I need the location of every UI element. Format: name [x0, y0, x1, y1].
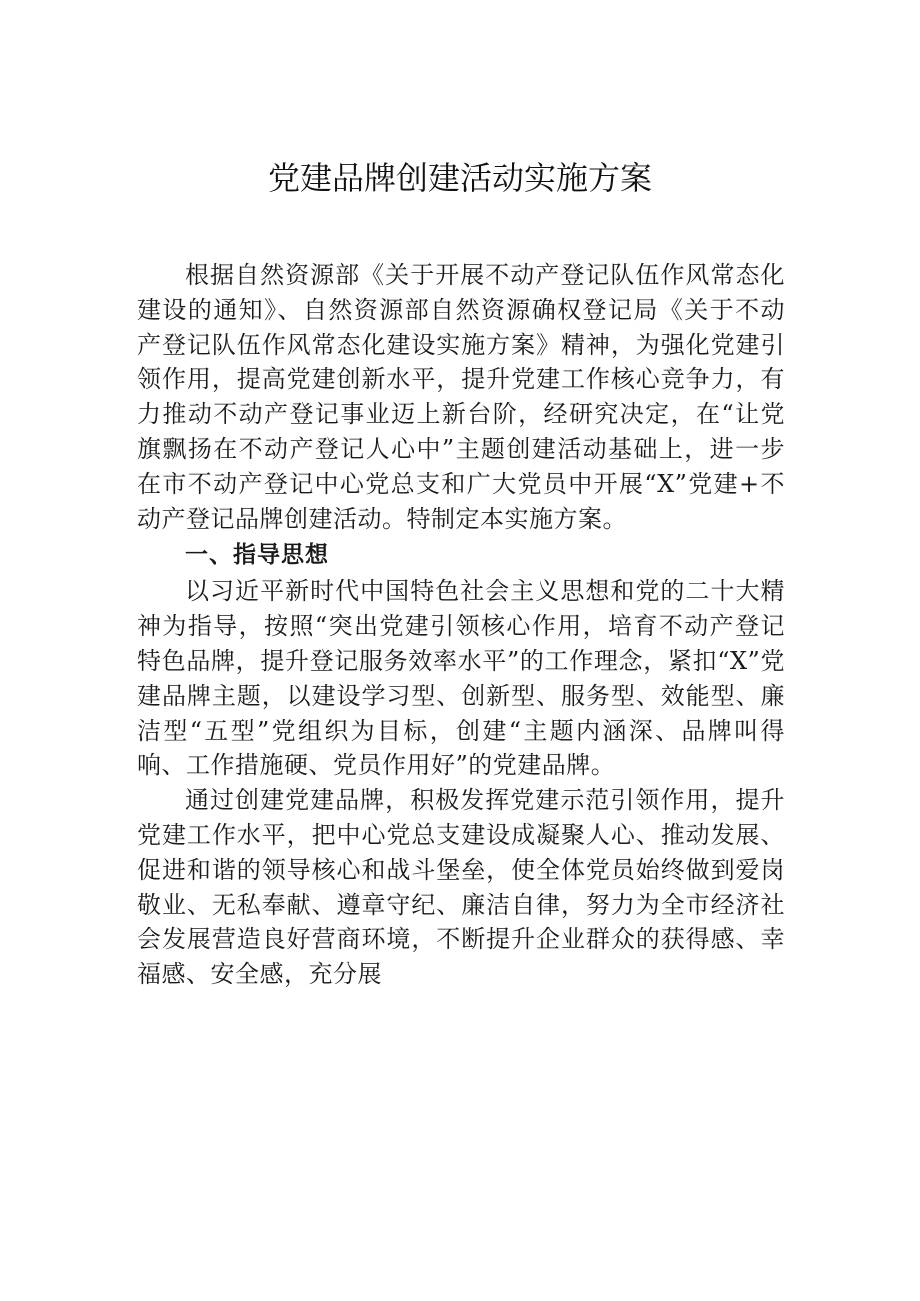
intro-paragraph: 根据自然资源部《关于开展不动产登记队伍作风常态化建设的通知》、自然资源部自然资源确权登记局《关于不动产登记队伍作风常态化建设实施方案》精神，为强化党建引领作用，提高党建创新水平，提升党建工作核心竞争力，有力推动不动产登记事业迈上新台阶，经研究决定，在“让党旗飘扬在不动产登记人心中”主题创建活动基础上，进一步在市不动产登记中心党总支和广大党员中开展“X”党建+不动产登记品牌创建活动。特制定本实施方案。	[137, 261, 785, 533]
goal-paragraph: 通过创建党建品牌，积极发挥党建示范引领作用，提升党建工作水平，把中心党总支建设成凝聚人心、推动发展、促进和谐的领导核心和战斗堡垒，使全体党员始终做到爱岗敬业、无私奉献、遵章守纪、廉洁自律，努力为全市经济社会发展营造良好营商环境，不断提升企业群众的获得感、幸福感、安全感，充分展	[137, 786, 785, 989]
section-heading-guiding-ideology: 一、指导思想	[185, 542, 329, 569]
document-title: 党建品牌创建活动实施方案	[267, 159, 652, 197]
guiding-ideology-paragraph: 以习近平新时代中国特色社会主义思想和党的二十大精神为指导，按照“突出党建引领核心作用，培育不动产登记特色品牌，提升登记服务效率水平”的工作理念，紧扣“X”党建品牌主题，以建设学习型、创新型、服务型、效能型、廉洁型“五型”党组织为目标，创建“主题内涵深、品牌叫得响、工作措施硬、党员作用好”的党建品牌。	[137, 577, 785, 780]
document-body	[137, 258, 785, 992]
